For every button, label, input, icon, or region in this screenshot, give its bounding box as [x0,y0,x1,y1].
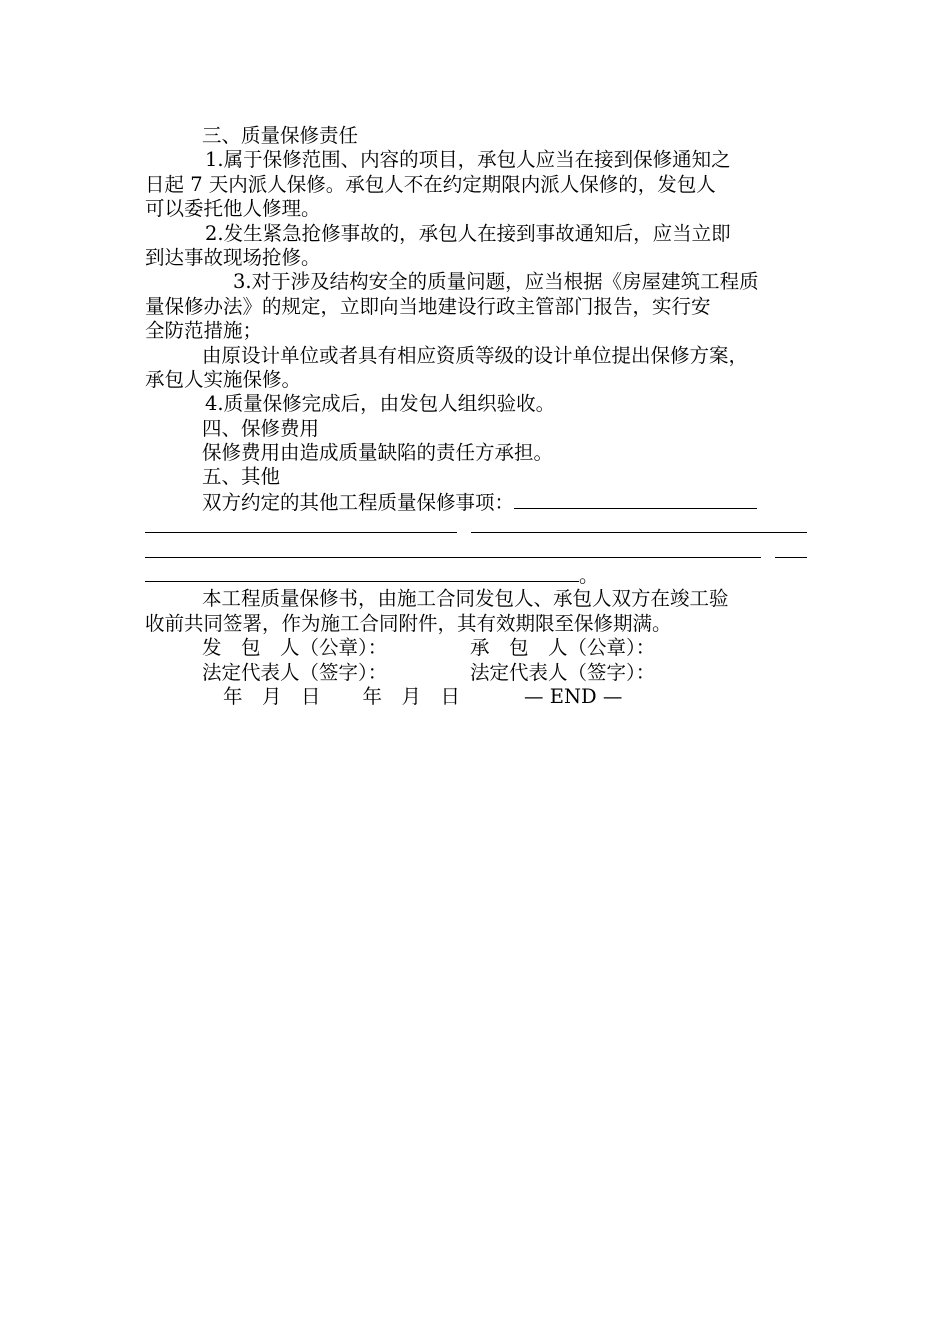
representative-row [145,661,815,685]
item-3-line-3: 全防范措施； [145,319,263,343]
closing-line-2: 收前共同签署，作为施工合同附件，其有效期限至保修期满。 [145,611,672,635]
employer-seal-label: 发 包 人（公章）： [202,636,388,660]
item-2-line-2: 到达事故现场抢修。 [145,245,321,269]
blank-row-4 [145,563,815,587]
blank-line-1[interactable] [514,490,757,509]
date-2: 年 月 日 [362,684,461,708]
section-4-heading: 四、保修费用 [202,416,320,440]
item-1-line-3: 可以委托他人修理。 [145,197,321,221]
end-mark: — END — [524,684,623,708]
item-2-line-1: 2.发生紧急抢修事故的，承包人在接到事故通知后，应当立即 [205,221,731,245]
end-period: 。 [579,564,599,588]
blank-line-2b[interactable] [471,514,807,533]
item-1-line-1: 1.属于保修范围、内容的项目，承包人应当在接到保修通知之 [205,148,731,172]
item-3-line-2: 量保修办法》的规定，立即向当地建设行政主管部门报告，实行安 [145,294,711,318]
blank-row-2 [145,514,815,538]
contractor-seal-label: 承 包 人（公章）： [470,636,656,660]
employer-rep-label: 法定代表人（签字）： [202,660,388,684]
item-3b-line-2: 承包人实施保修。 [145,367,302,391]
blank-line-3b[interactable] [775,539,807,558]
document-page [145,124,815,709]
blank-line-4[interactable] [145,563,579,582]
blank-line-2a[interactable] [145,514,457,533]
other-items-row [145,490,815,514]
section-5-heading: 五、其他 [202,465,281,489]
seal-row [145,636,815,660]
closing-line-1: 本工程质量保修书，由施工合同发包人、承包人双方在竣工验 [202,587,729,611]
date-1: 年 月 日 [223,684,321,708]
section-3-heading: 三、质量保修责任 [202,124,359,147]
item-3b-line-1: 由原设计单位或者具有相应资质等级的设计单位提出保修方案， [202,343,749,367]
blank-line-3a[interactable] [145,539,761,558]
item-1-line-2: 日起 7 天内派人保修。承包人不在约定期限内派人保修的，发包人 [145,172,716,196]
section-4-text: 保修费用由造成质量缺陷的责任方承担。 [202,441,554,465]
item-3-line-1: 3.对于涉及结构安全的质量问题，应当根据《房屋建筑工程质 [233,270,759,294]
blank-row-3 [145,539,815,563]
other-items-label: 双方约定的其他工程质量保修事项： [202,490,515,514]
contractor-rep-label: 法定代表人（签字）： [470,660,656,684]
item-4: 4.质量保修完成后，由发包人组织验收。 [205,392,556,416]
date-row [145,685,815,709]
